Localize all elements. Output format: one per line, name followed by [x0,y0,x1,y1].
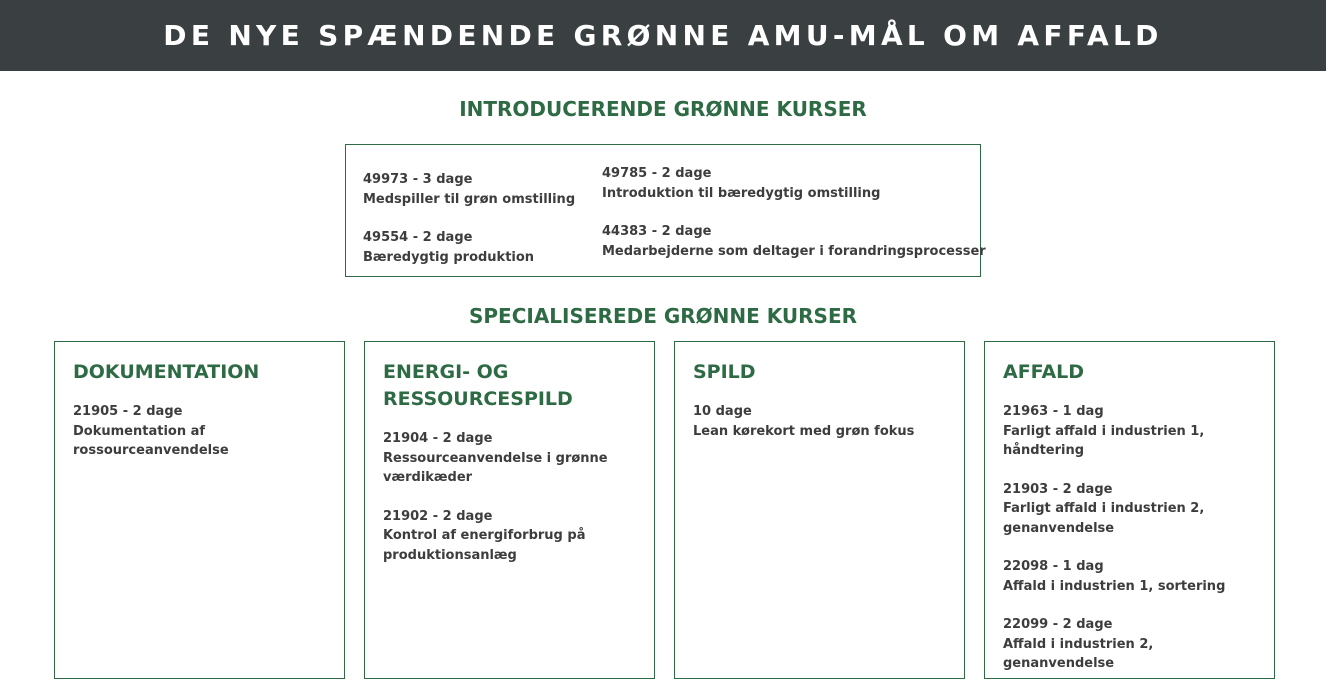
intro-courses-box [345,144,986,277]
intro-column-left [363,170,593,267]
course-item [1003,402,1265,461]
course-name: Lean kørekort med grøn fokus [693,423,915,439]
box-spild [674,341,965,679]
box-heading: DOKUMENTATION [73,361,260,383]
course-item [363,228,593,267]
course-name: Introduktion til bæredygtig omstilling [602,185,881,201]
course-item [602,222,986,261]
page-title: DE NYE SPÆNDENDE GRØNNE AMU-MÅL OM AFFALD [163,19,1163,52]
course-item [602,164,977,203]
course-item [1003,557,1265,596]
course-code: 21963 - 1 dag [1003,404,1104,419]
course-code: 44383 - 2 dage [602,224,712,239]
course-code: 10 dage [693,404,752,419]
intro-column-right [602,164,986,261]
course-item [73,402,335,461]
box-dokumentation [54,341,345,679]
box-affald [984,341,1275,679]
course-code: 22099 - 2 dage [1003,617,1113,632]
course-code: 49554 - 2 dage [363,230,473,245]
box-energi-ressourcespild [364,341,655,679]
course-item [693,402,955,441]
course-code: 21904 - 2 dage [383,431,493,446]
course-code: 21902 - 2 dage [383,508,493,524]
course-name: Affald i industrien 2, genanvendelse [1003,636,1154,671]
course-item [1003,480,1265,539]
course-name: Farligt affald i industrien 1, håndtering [1003,423,1205,458]
box-heading: AFFALD [1003,361,1085,383]
specialized-section-title: SPECIALISEREDE GRØNNE KURSER [468,304,858,328]
course-item [363,170,593,209]
course-name: Dokumentation af rossourceanvendelse [73,423,229,458]
course-code: 49973 - 3 dage [363,172,473,187]
course-name: Farligt affald i industrien 2, genanvendelse [1003,501,1205,536]
box-heading: SPILD [693,361,756,383]
course-code: 21905 - 2 dage [73,404,183,419]
course-name: Bæredygtig produktion [363,249,535,265]
course-code: 21903 - 2 dage [1003,481,1113,497]
course-name: Kontrol af energiforbrug på produktionsanlæg [383,528,586,563]
course-code: 22098 - 1 dag [1003,559,1104,574]
course-name: Medarbejderne som deltager i forandringsprocesser [602,243,986,259]
course-code: 49785 - 2 dage [602,166,712,181]
course-item [383,507,645,566]
course-item [1003,615,1265,674]
course-name: Affald i industrien 1, sortering [1003,578,1226,594]
course-name: Medspiller til grøn omstilling [363,191,576,207]
intro-section-title: INTRODUCERENDE GRØNNE KURSER [459,97,867,121]
course-name: Ressourceanvendelse i grønne værdikæder [383,450,608,485]
course-item [383,429,645,488]
box-heading: ENERGI- OG RESSOURCESPILD [383,361,573,410]
title-banner [0,0,1326,71]
